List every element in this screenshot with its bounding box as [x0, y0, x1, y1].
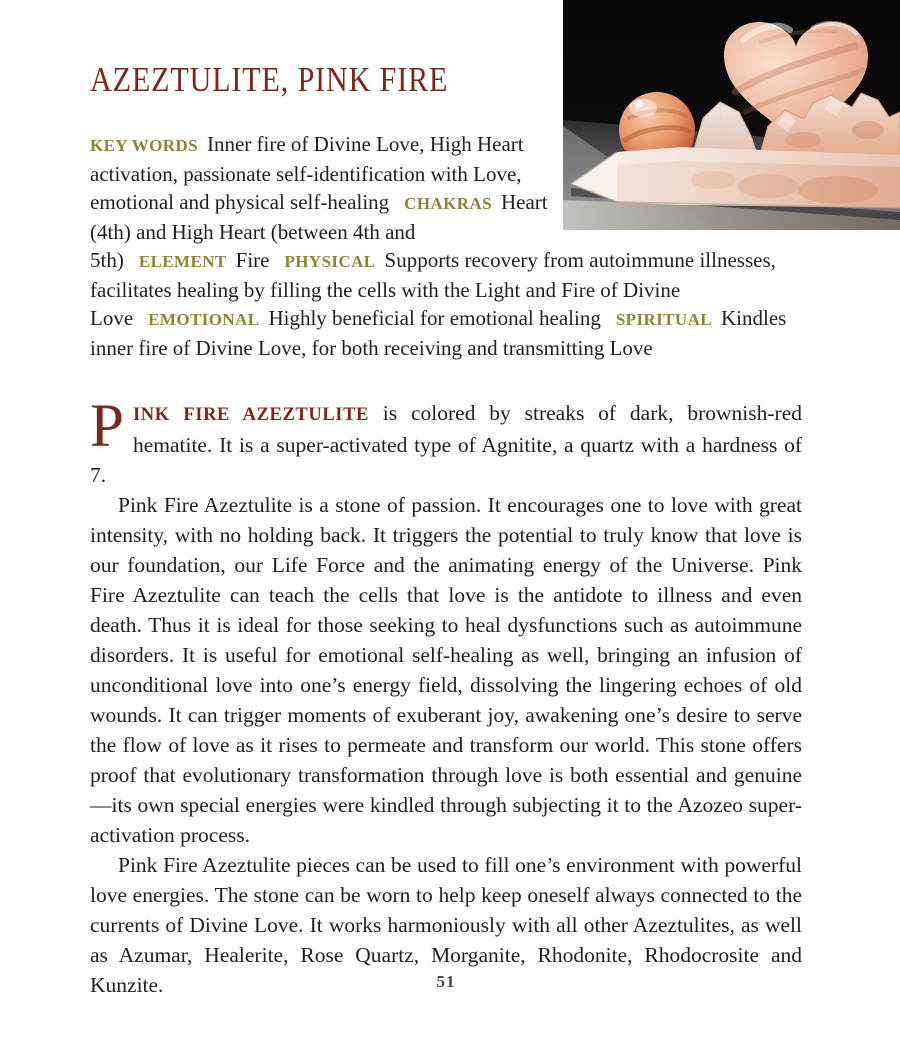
attribute-text: Inner fire of Divine Love, High Heart activation, passionate self-identification with Love, emotional and physical self-healing	[90, 132, 524, 214]
attribute-text: Fire	[235, 248, 270, 272]
lead-paragraph	[90, 393, 802, 490]
page-number: 51	[436, 972, 456, 991]
photo-wrap-spacer	[548, 130, 802, 234]
attribute-label: PHYSICAL	[284, 252, 376, 271]
body-text	[90, 393, 802, 1000]
attributes-block	[90, 130, 802, 362]
attribute-label: CHAKRAS	[404, 194, 492, 213]
attribute-label: ELEMENT	[138, 252, 227, 271]
attribute-text: Heart (4th) and High Heart (between 4th and 5th)	[90, 190, 548, 272]
attribute-text: Highly beneficial for emotional healing	[268, 306, 601, 330]
drop-cap: P	[90, 393, 124, 460]
lead-smallcaps: INK FIRE AZEZTULITE	[132, 405, 369, 425]
attribute-text: Kindles inner fire of Divine Love, for both receiving and transmitting Love	[90, 306, 787, 360]
attribute-label: EMOTIONAL	[148, 310, 260, 329]
attribute-label: SPIRITUAL	[615, 310, 713, 329]
page-title: AZEZTULITE, PINK FIRE	[90, 60, 449, 99]
page-content	[90, 0, 802, 1000]
attribute-label: KEY WORDS	[90, 136, 198, 155]
lead-text: is colored by streaks of dark, brownish-red hematite. It is a super-activated type of Agnitite, a quartz with a hardness of 7.	[90, 401, 802, 487]
body-paragraph: Pink Fire Azeztulite is a stone of passion. It encourages one to love with great intensity, with no holding back. It triggers the potential to truly know that love is our foundation, our Life Force and the animating energy of the Universe. Pink Fire Azeztulite can teach the cells that love is the antidote to illness and even death. Thus it is ideal for those seeking to heal dysfunctions such as autoimmune disorders. It is useful for emotional self-healing as well, bringing an infusion of unconditional love into one’s energy field, dissolving the lingering echoes of old wounds. It can trigger moments of exuberant joy, awakening one’s desire to serve the flow of love as it rises to permeate and transform our world. This stone offers proof that evolutionary transformation through love is both essential and genuine—its own special energies were kindled through subjecting it to the Azozeo super-activation process.	[90, 493, 802, 847]
attribute-text: Supports recovery from autoimmune illnesses, facilitates healing by filling the cells with the Light and Fire of Divine Love	[90, 248, 776, 330]
body-paragraph: Pink Fire Azeztulite pieces can be used to fill one’s environment with powerful love energies. The stone can be worn to help keep oneself always connected to the currents of Divine Love. It works harmoniously with all other Azeztulites, as well as Azumar, Healerite, Rose Quartz, Morganite, Rhodonite, Rhodocrosite and Kunzite.	[90, 853, 802, 997]
